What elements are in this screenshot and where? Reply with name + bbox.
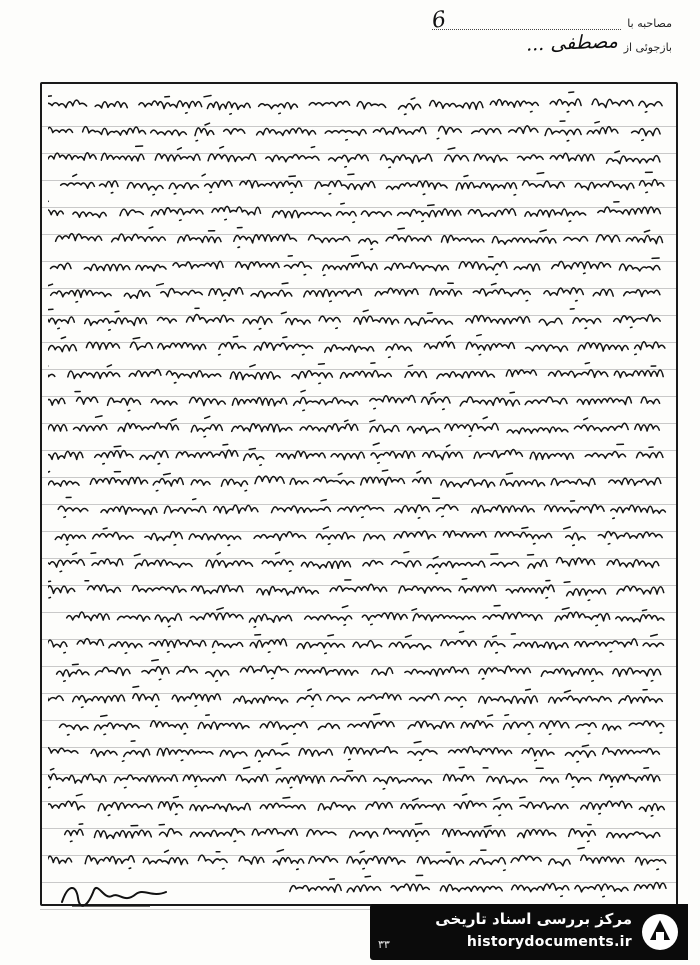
handwritten-body [48,88,670,910]
handwritten-line [48,142,670,170]
archive-logo-icon [640,912,680,952]
handwritten-line [48,304,670,332]
handwritten-line [48,412,670,440]
interviewer-line [432,30,672,54]
form-header [432,6,672,54]
handwritten-line [48,493,670,521]
handwritten-line [48,763,670,791]
handwritten-line [48,385,670,413]
interview-dotted-field [432,15,621,30]
handwritten-line [48,547,670,575]
archive-code: ۳۳ [378,938,390,951]
handwritten-line [48,331,670,359]
handwritten-line [48,844,670,872]
handwritten-line [48,277,670,305]
signature [54,876,174,912]
interviewer-label: بازجوئی از [623,41,672,54]
handwritten-line [48,790,670,818]
handwritten-line [48,655,670,683]
handwritten-line [48,709,670,737]
handwritten-line [48,817,670,845]
handwritten-line [48,574,670,602]
handwritten-line [48,682,670,710]
page-number: 6 [430,7,448,34]
handwritten-line [48,736,670,764]
interview-line [432,6,672,30]
interview-label: مصاحبه با [627,17,672,30]
handwritten-line [48,439,670,467]
archive-watermark [370,904,688,960]
handwritten-line [48,520,670,548]
handwritten-line [48,466,670,494]
interviewer-name: مصطفی ... [525,30,619,56]
handwritten-line [48,358,670,386]
handwritten-line [48,115,670,143]
handwritten-line [48,196,670,224]
handwritten-line [48,169,670,197]
archive-website: historydocuments.ir [466,934,632,950]
handwritten-line [48,601,670,629]
handwritten-line [48,250,670,278]
handwritten-line [48,88,670,116]
handwritten-line [48,223,670,251]
archive-name: مرکز بررسی اسناد تاریخی [435,910,632,928]
handwritten-line [48,628,670,656]
